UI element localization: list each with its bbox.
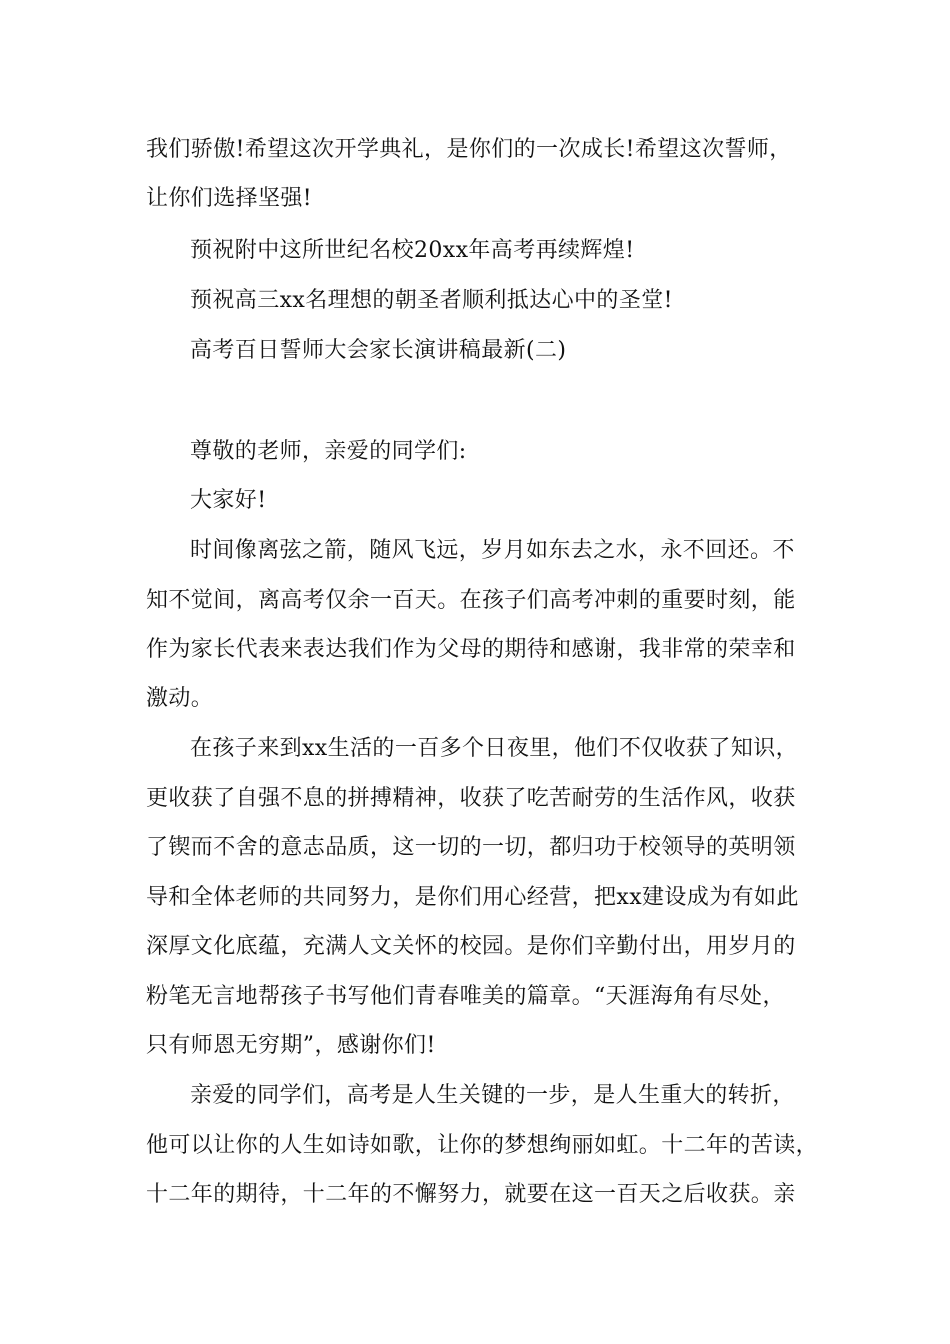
- text-line: 我们骄傲!希望这次开学典礼，是你们的一次成长!希望这次誓师，: [146, 137, 792, 162]
- text-line: 让你们选择坚强!: [146, 186, 313, 211]
- text-line: 知不觉间，离高考仅余一百天。在孩子们高考冲刺的重要时刻，能: [146, 588, 796, 613]
- text-line: 导和全体老师的共同努力，是你们用心经营，把xx建设成为有如此: [146, 885, 799, 910]
- text-line: 他可以让你的人生如诗如歌，让你的梦想绚丽如虹。十二年的苦读，: [146, 1133, 819, 1158]
- text-line: 在孩子来到xx生活的一百多个日夜里，他们不仅收获了知识，: [190, 736, 799, 761]
- text-line: 了锲而不舍的意志品质，这一切的一切，都归功于校领导的英明领: [146, 835, 796, 860]
- text-line: 激动。: [146, 686, 214, 711]
- text-line: 只有师恩无穷期”，感谢你们!: [146, 1033, 436, 1058]
- text-line: 预祝附中这所世纪名校20xx年高考再续辉煌!: [190, 238, 635, 263]
- section-title: 高考百日誓师大会家长演讲稿最新(二): [190, 338, 567, 363]
- text-line: 粉笔无言地帮孩子书写他们青春唯美的篇章。“天涯海角有尽处，: [146, 984, 785, 1009]
- text-line: 预祝高三xx名理想的朝圣者顺利抵达心中的圣堂!: [190, 288, 673, 313]
- text-line: 时间像离弦之箭，随风飞远，岁月如东去之水，永不回还。不: [190, 538, 795, 563]
- text-line: 亲爱的同学们，高考是人生关键的一步，是人生重大的转折，: [190, 1083, 795, 1108]
- text-line: 更收获了自强不息的拼搏精神，收获了吃苦耐劳的生活作风，收获: [146, 786, 796, 811]
- text-line: 作为家长代表来表达我们作为父母的期待和感谢，我非常的荣幸和: [146, 637, 796, 662]
- text-line: 深厚文化底蕴，充满人文关怀的校园。是你们辛勤付出，用岁月的: [146, 934, 796, 959]
- salutation: 尊敬的老师，亲爱的同学们:: [190, 439, 467, 464]
- text-line: 十二年的期待，十二年的不懈努力，就要在这一百天之后收获。亲: [146, 1182, 796, 1207]
- greeting: 大家好!: [190, 488, 267, 513]
